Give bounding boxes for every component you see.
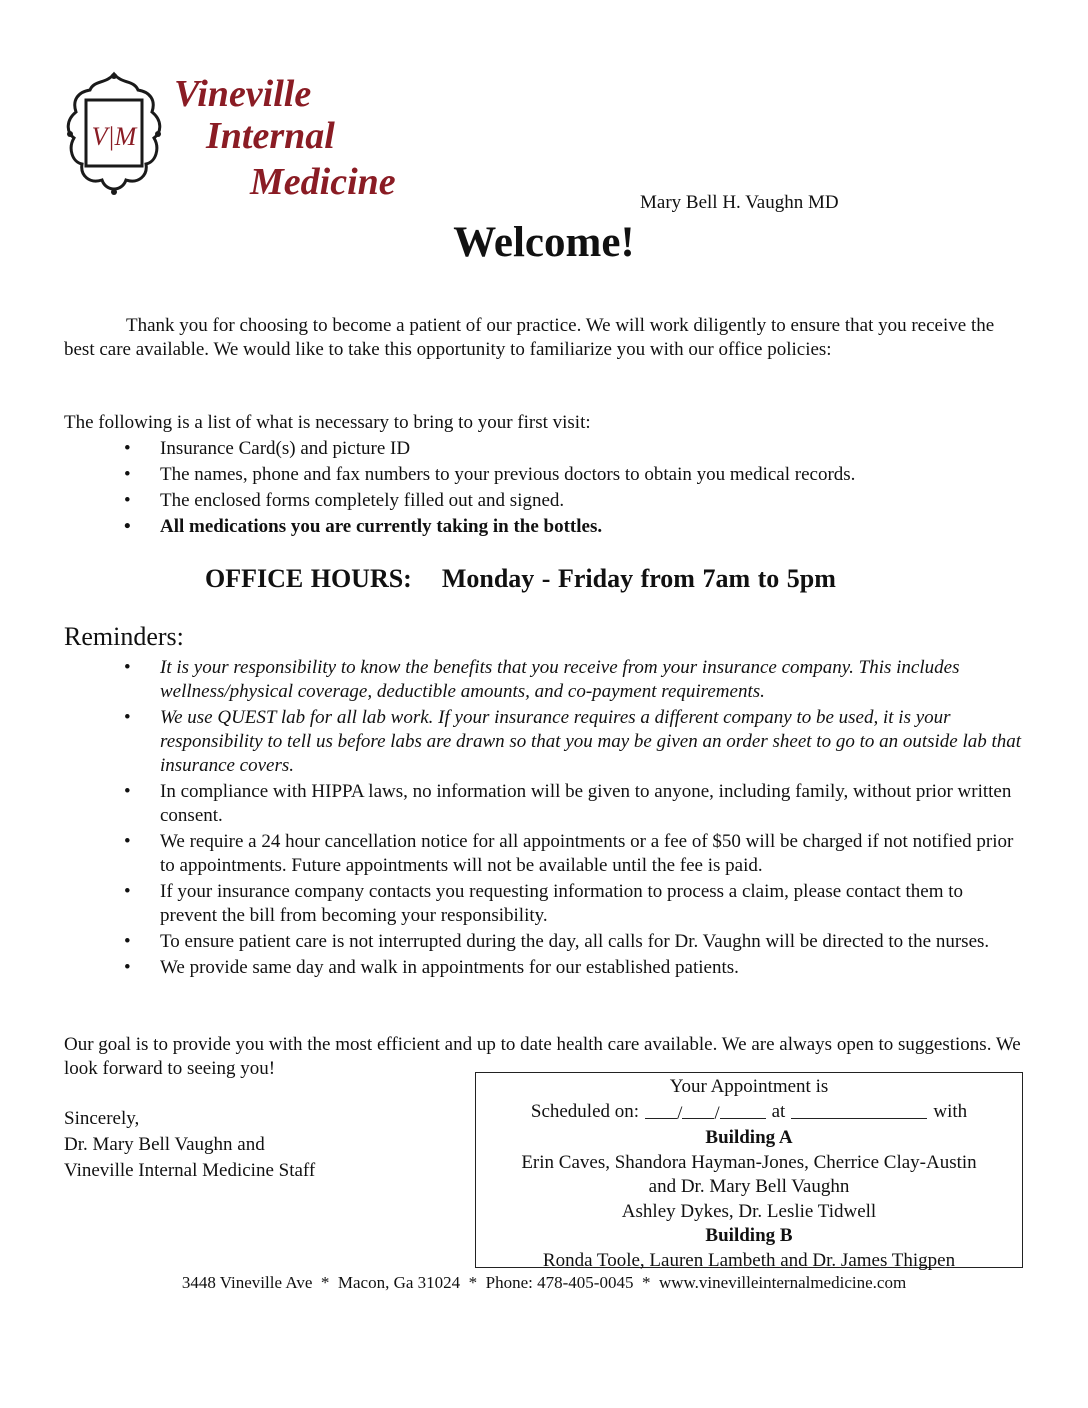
- scheduled-label: Scheduled on:: [530, 1100, 640, 1122]
- list-item: • We require a 24 hour cancellation notice for all appointments or a fee of $50 will be charged if not notified prior to appointments. Future appointments will not be available until the fee is paid.: [124, 831, 1014, 876]
- intro-paragraph: Thank you for choosing to become a patient of our practice. We will work diligently to ensure that you receive the best care available. We would like to take this opportunity to familiarize you with our office policies:: [64, 315, 995, 360]
- list-item: • The enclosed forms completely filled out and signed.: [124, 490, 565, 511]
- logo-line-2: Internal: [206, 115, 335, 157]
- bullet-icon: •: [124, 957, 131, 978]
- office-hours-label: OFFICE HOURS:: [205, 564, 412, 593]
- bring-list: [64, 437, 1024, 541]
- bullet-icon: •: [124, 707, 131, 728]
- appointment-box: [475, 1072, 1023, 1271]
- list-item: • It is your responsibility to know the benefits that you receive from your insurance company. This includes wellness/physical coverage, deductible amounts, and co-payment requirements.: [124, 657, 960, 702]
- with-label: with: [933, 1100, 968, 1122]
- closing-line: Sincerely,: [64, 1108, 140, 1129]
- bullet-icon: •: [124, 438, 131, 459]
- building-a-heading: Building A: [705, 1127, 793, 1148]
- building-a-staff: and Dr. Mary Bell Vaughn: [648, 1176, 850, 1197]
- closing-signature: [64, 1106, 315, 1184]
- list-item: • We use QUEST lab for all lab work. If your insurance requires a different company to be used, it is your responsibility to tell us before labs are drawn so that you may be given an order sheet to go to an outside lab that insurance covers.: [124, 707, 1022, 776]
- appointment-schedule-line: Scheduled on: / / at with: [476, 1100, 1022, 1127]
- bullet-icon: •: [124, 831, 131, 852]
- office-hours: [205, 564, 836, 594]
- bullet-icon: •: [124, 516, 131, 537]
- bullet-icon: •: [124, 881, 131, 902]
- page-title: Welcome!: [453, 219, 635, 266]
- reminders-title: Reminders:: [64, 622, 184, 651]
- goal-paragraph: Our goal is to provide you with the most efficient and up to date health care available. We are always open to suggestions. We look forward to seeing you!: [64, 1034, 1021, 1079]
- doctor-name: Mary Bell H. Vaughn MD: [640, 192, 839, 213]
- closing-line: Vineville Internal Medicine Staff: [64, 1160, 316, 1181]
- bring-heading: The following is a list of what is necessary to bring to your first visit:: [64, 412, 591, 433]
- bullet-icon: •: [124, 781, 131, 802]
- bullet-icon: •: [124, 464, 131, 485]
- reminders-list: [64, 656, 1024, 982]
- bullet-icon: •: [124, 931, 131, 952]
- monogram-frame-icon: [64, 70, 164, 200]
- building-b-staff: Ronda Toole, Lauren Lambeth and Dr. James Thigpen: [542, 1249, 956, 1271]
- logo-line-1: Vineville: [174, 73, 312, 115]
- footer-contact: 3448 Vineville Ave * Macon, Ga 31024 * Phone: 478-405-0045 * www.vinevilleinternalmedicine.com: [181, 1273, 907, 1292]
- list-item: • All medications you are currently taking in the bottles.: [124, 516, 603, 537]
- logo-line-3: Medicine: [250, 161, 396, 203]
- list-item: • We provide same day and walk in appointments for our established patients.: [124, 957, 739, 978]
- closing-line: Dr. Mary Bell Vaughn and: [64, 1134, 265, 1155]
- practice-logo: [64, 70, 424, 210]
- month-blank[interactable]: [645, 1100, 677, 1119]
- list-item: • In compliance with HIPPA laws, no information will be given to anyone, including family, without prior written consent.: [124, 781, 1012, 826]
- building-a-staff: Ashley Dykes, Dr. Leslie Tidwell: [621, 1200, 877, 1222]
- monogram-text: V|M: [91, 122, 137, 151]
- list-item: • The names, phone and fax numbers to your previous doctors to obtain you medical records.: [124, 464, 856, 485]
- at-label: at: [771, 1100, 786, 1122]
- building-b-heading: Building B: [705, 1225, 793, 1246]
- bullet-icon: •: [124, 490, 131, 511]
- year-blank[interactable]: [720, 1100, 766, 1119]
- list-item: • Insurance Card(s) and picture ID: [124, 438, 411, 459]
- day-blank[interactable]: [682, 1100, 714, 1119]
- appointment-heading: Your Appointment is: [669, 1076, 829, 1097]
- list-item: • If your insurance company contacts you requesting information to process a claim, please contact them to prevent the bill from becoming your responsibility.: [124, 881, 964, 926]
- office-hours-value: Monday - Friday from 7am to 5pm: [441, 564, 836, 593]
- bullet-icon: •: [124, 657, 131, 678]
- time-blank[interactable]: [791, 1100, 927, 1119]
- list-item: • To ensure patient care is not interrupted during the day, all calls for Dr. Vaughn will be directed to the nurses.: [124, 931, 990, 952]
- building-a-staff: Erin Caves, Shandora Hayman-Jones, Cherrice Clay-Austin: [521, 1151, 977, 1173]
